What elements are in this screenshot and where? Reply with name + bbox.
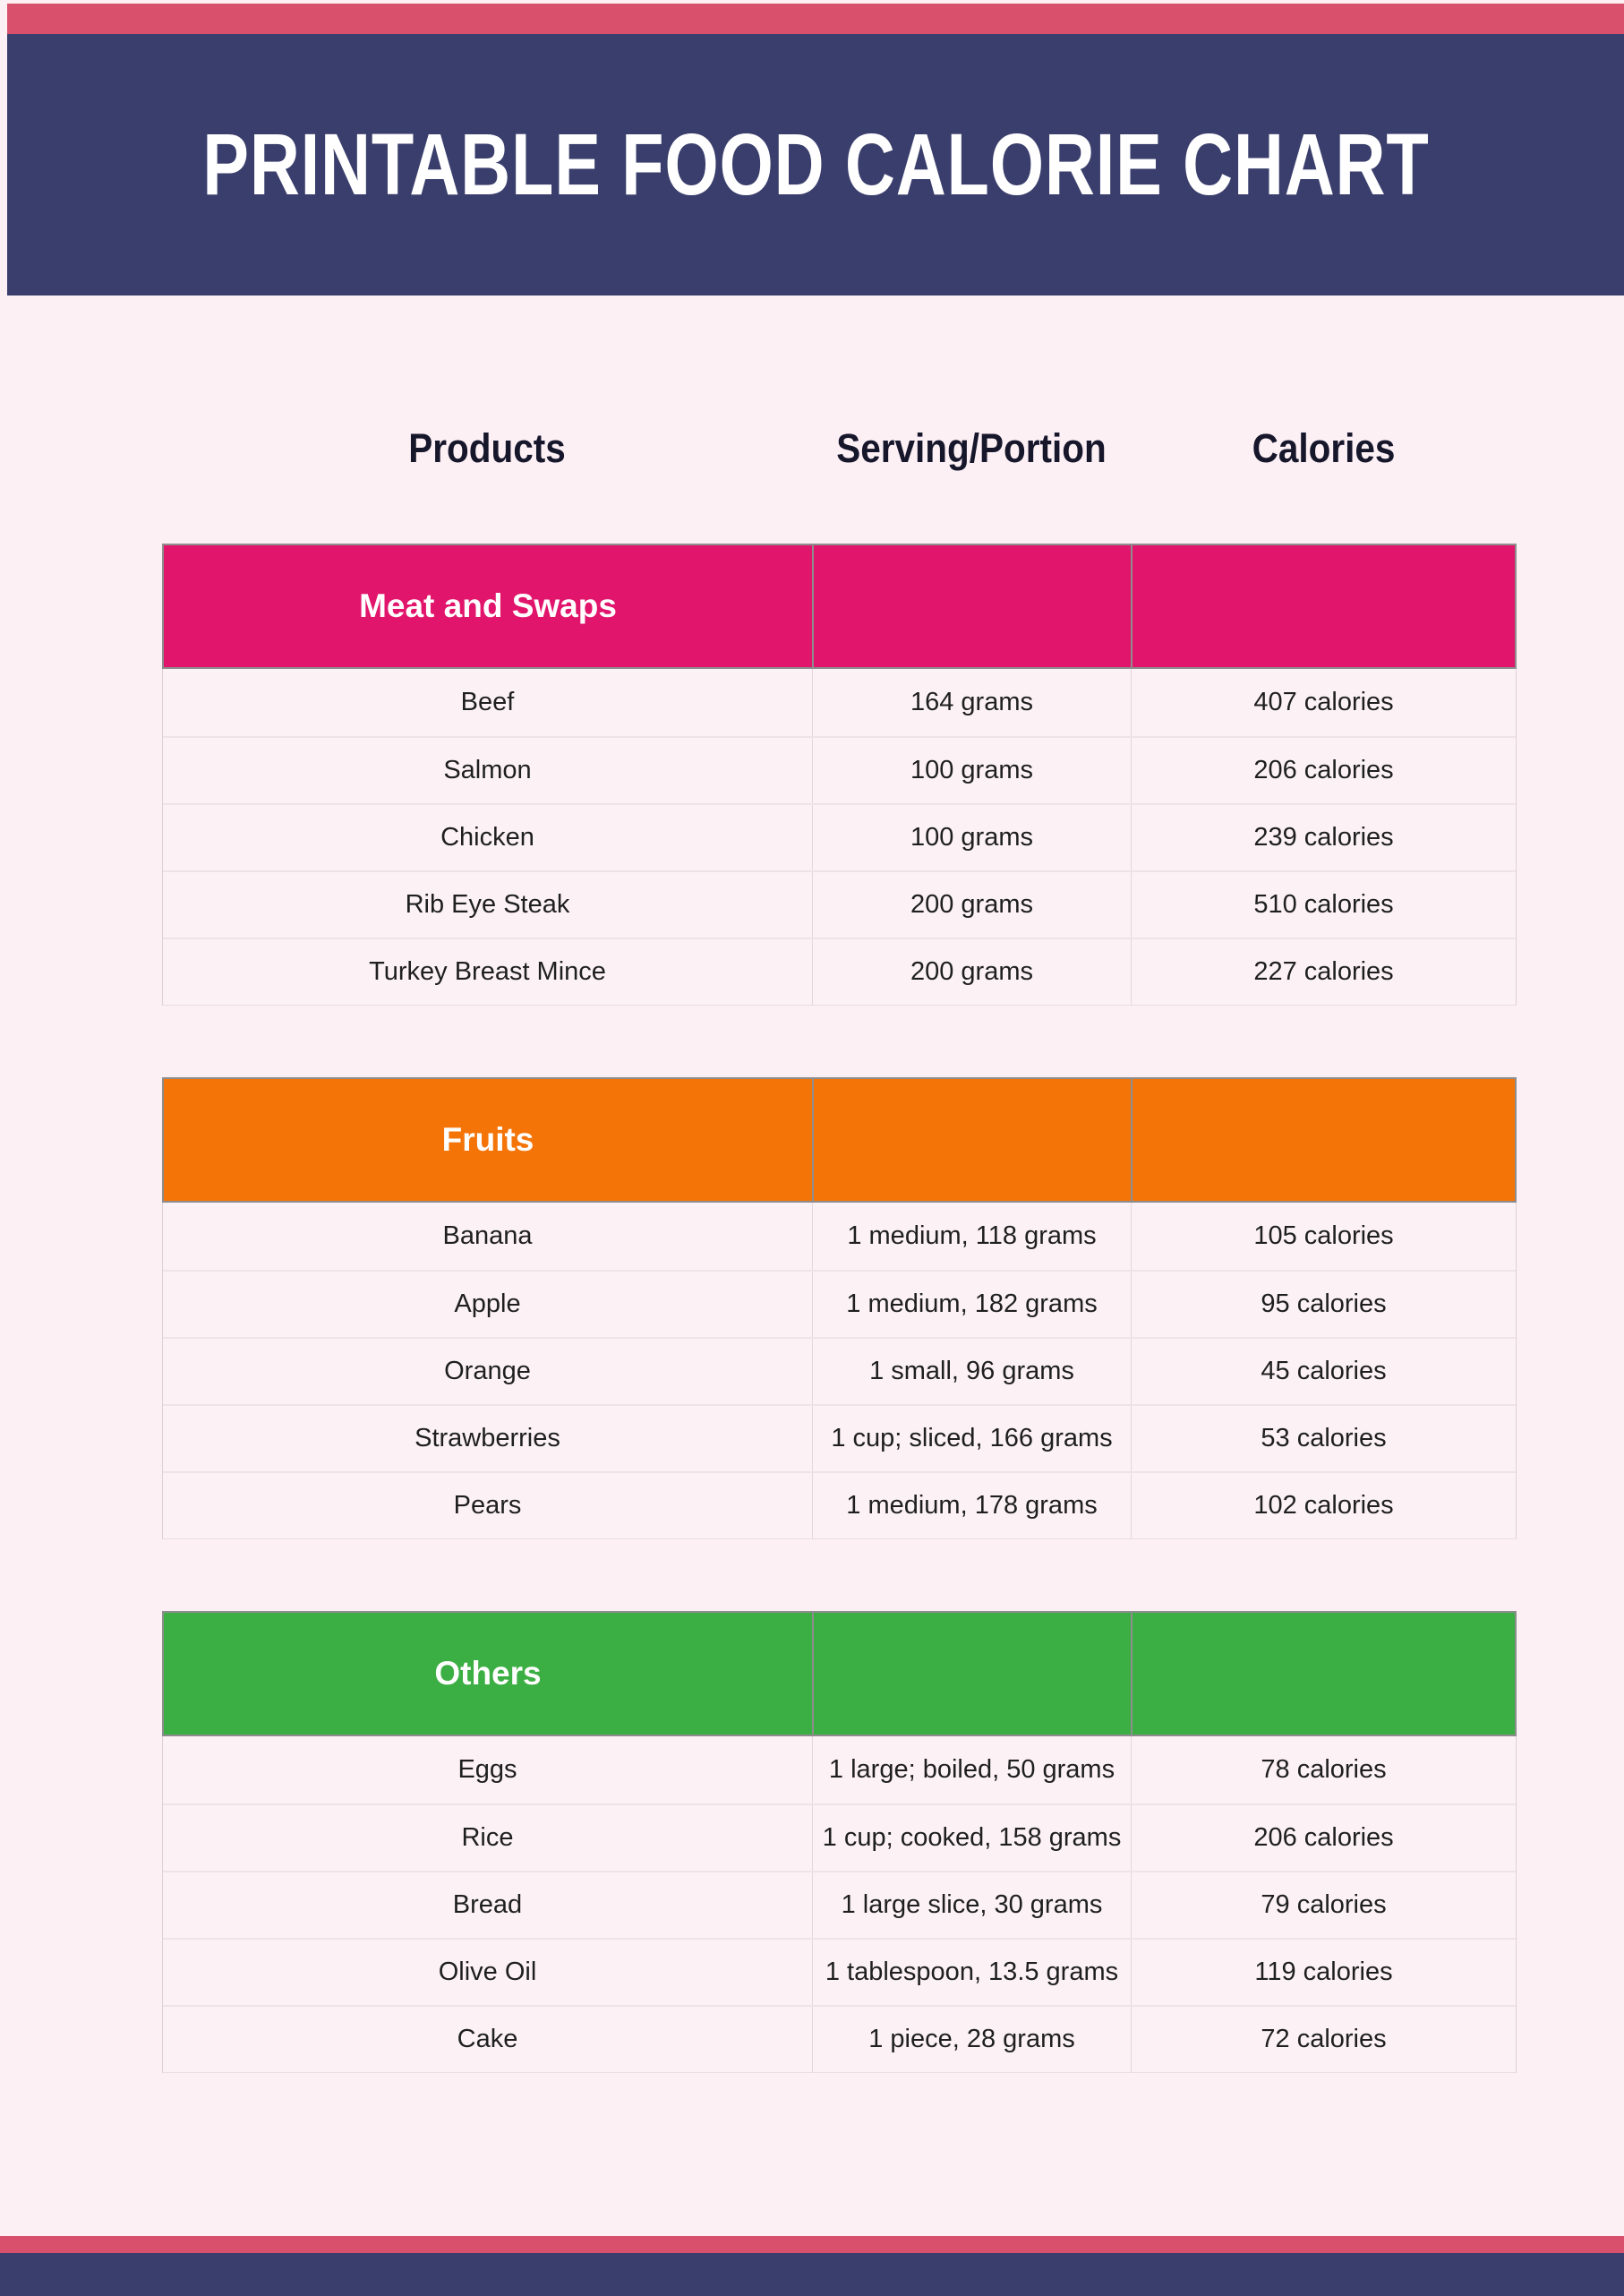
cell-serving: 1 medium, 178 grams bbox=[812, 1473, 1131, 1538]
cell-serving: 1 medium, 118 grams bbox=[812, 1203, 1131, 1270]
cell-calories: 79 calories bbox=[1131, 1872, 1516, 1938]
top-accent-bar bbox=[7, 4, 1624, 34]
table-header bbox=[162, 544, 1517, 669]
table-header-spacer-cell bbox=[812, 1079, 1131, 1201]
cell-calories: 45 calories bbox=[1131, 1339, 1516, 1404]
cell-serving: 1 medium, 182 grams bbox=[812, 1272, 1131, 1337]
table-row bbox=[163, 1337, 1516, 1404]
cell-calories: 119 calories bbox=[1131, 1940, 1516, 2005]
table-row bbox=[163, 1938, 1516, 2005]
table-header-spacer-cell bbox=[1131, 1613, 1515, 1735]
table-row bbox=[163, 669, 1516, 736]
cell-calories: 72 calories bbox=[1131, 2007, 1516, 2072]
cell-calories: 239 calories bbox=[1131, 805, 1516, 870]
table-title: Others bbox=[434, 1655, 542, 1692]
table-row bbox=[163, 1871, 1516, 1938]
table-row bbox=[163, 938, 1516, 1005]
cell-product: Pears bbox=[453, 1491, 522, 1520]
table-row bbox=[163, 736, 1516, 803]
cell-serving: 1 large slice, 30 grams bbox=[812, 1872, 1131, 1938]
cell-serving: 1 large; boiled, 50 grams bbox=[812, 1736, 1131, 1803]
table-row bbox=[163, 870, 1516, 938]
cell-calories: 206 calories bbox=[1131, 738, 1516, 803]
cell-product: Salmon bbox=[443, 756, 532, 784]
cell-serving: 100 grams bbox=[812, 738, 1131, 803]
table-header-spacer-cell bbox=[1131, 1079, 1515, 1201]
cell-serving: 1 tablespoon, 13.5 grams bbox=[812, 1940, 1131, 2005]
cell-product: Beef bbox=[460, 688, 515, 716]
column-header-serving: Serving/Portion bbox=[836, 425, 1107, 471]
table-row bbox=[163, 1203, 1516, 1270]
table-header-title-cell bbox=[164, 1079, 812, 1201]
table-body bbox=[162, 669, 1517, 1006]
cell-serving: 200 grams bbox=[812, 939, 1131, 1005]
table-meat-and-swaps bbox=[162, 544, 1517, 1006]
cell-product: Olive Oil bbox=[438, 1958, 537, 1986]
page bbox=[0, 4, 1624, 2296]
cell-serving: 164 grams bbox=[812, 669, 1131, 736]
table-header-title-cell bbox=[164, 545, 812, 667]
table-header-spacer-cell bbox=[1131, 545, 1515, 667]
cell-calories: 105 calories bbox=[1131, 1203, 1516, 1270]
cell-serving: 1 cup; cooked, 158 grams bbox=[812, 1805, 1131, 1871]
content-area bbox=[162, 425, 1517, 2073]
page-header bbox=[7, 34, 1624, 296]
cell-product: Rice bbox=[461, 1823, 514, 1852]
table-row bbox=[163, 2005, 1516, 2072]
cell-calories: 227 calories bbox=[1131, 939, 1516, 1005]
table-row bbox=[163, 1404, 1516, 1471]
cell-serving: 1 piece, 28 grams bbox=[812, 2007, 1131, 2072]
cell-product: Rib Eye Steak bbox=[405, 890, 570, 919]
cell-serving: 1 small, 96 grams bbox=[812, 1339, 1131, 1404]
table-row bbox=[163, 1736, 1516, 1803]
cell-product: Chicken bbox=[440, 823, 534, 852]
cell-product: Cake bbox=[457, 2025, 518, 2053]
table-row bbox=[163, 1270, 1516, 1337]
cell-serving: 1 cup; sliced, 166 grams bbox=[812, 1406, 1131, 1471]
cell-calories: 53 calories bbox=[1131, 1406, 1516, 1471]
cell-calories: 95 calories bbox=[1131, 1272, 1516, 1337]
table-fruits bbox=[162, 1077, 1517, 1539]
table-body bbox=[162, 1736, 1517, 2073]
cell-product: Apple bbox=[454, 1289, 521, 1318]
column-header-calories: Calories bbox=[1252, 425, 1396, 471]
table-header bbox=[162, 1077, 1517, 1203]
column-headers bbox=[162, 425, 1517, 472]
table-header-title-cell bbox=[164, 1613, 812, 1735]
cell-calories: 510 calories bbox=[1131, 872, 1516, 938]
cell-product: Orange bbox=[444, 1357, 531, 1385]
table-header-spacer-cell bbox=[812, 545, 1131, 667]
footer-accent-bar bbox=[0, 2236, 1624, 2253]
cell-serving: 100 grams bbox=[812, 805, 1131, 870]
footer-navy-bar bbox=[0, 2253, 1624, 2296]
cell-product: Bread bbox=[452, 1890, 523, 1919]
table-row bbox=[163, 1471, 1516, 1538]
cell-calories: 102 calories bbox=[1131, 1473, 1516, 1538]
column-header-products: Products bbox=[408, 425, 566, 471]
cell-product: Strawberries bbox=[415, 1424, 560, 1452]
table-title: Fruits bbox=[441, 1121, 534, 1158]
cell-product: Banana bbox=[442, 1221, 533, 1250]
cell-product: Eggs bbox=[457, 1755, 517, 1784]
table-row bbox=[163, 1803, 1516, 1871]
cell-calories: 206 calories bbox=[1131, 1805, 1516, 1871]
cell-product: Turkey Breast Mince bbox=[369, 957, 606, 986]
table-header bbox=[162, 1611, 1517, 1736]
table-body bbox=[162, 1203, 1517, 1539]
table-title: Meat and Swaps bbox=[359, 587, 617, 624]
cell-serving: 200 grams bbox=[812, 872, 1131, 938]
page-title: PRINTABLE FOOD CALORIE CHART bbox=[201, 116, 1430, 213]
cell-calories: 78 calories bbox=[1131, 1736, 1516, 1803]
cell-calories: 407 calories bbox=[1131, 669, 1516, 736]
table-row bbox=[163, 803, 1516, 870]
table-others bbox=[162, 1611, 1517, 2073]
table-header-spacer-cell bbox=[812, 1613, 1131, 1735]
